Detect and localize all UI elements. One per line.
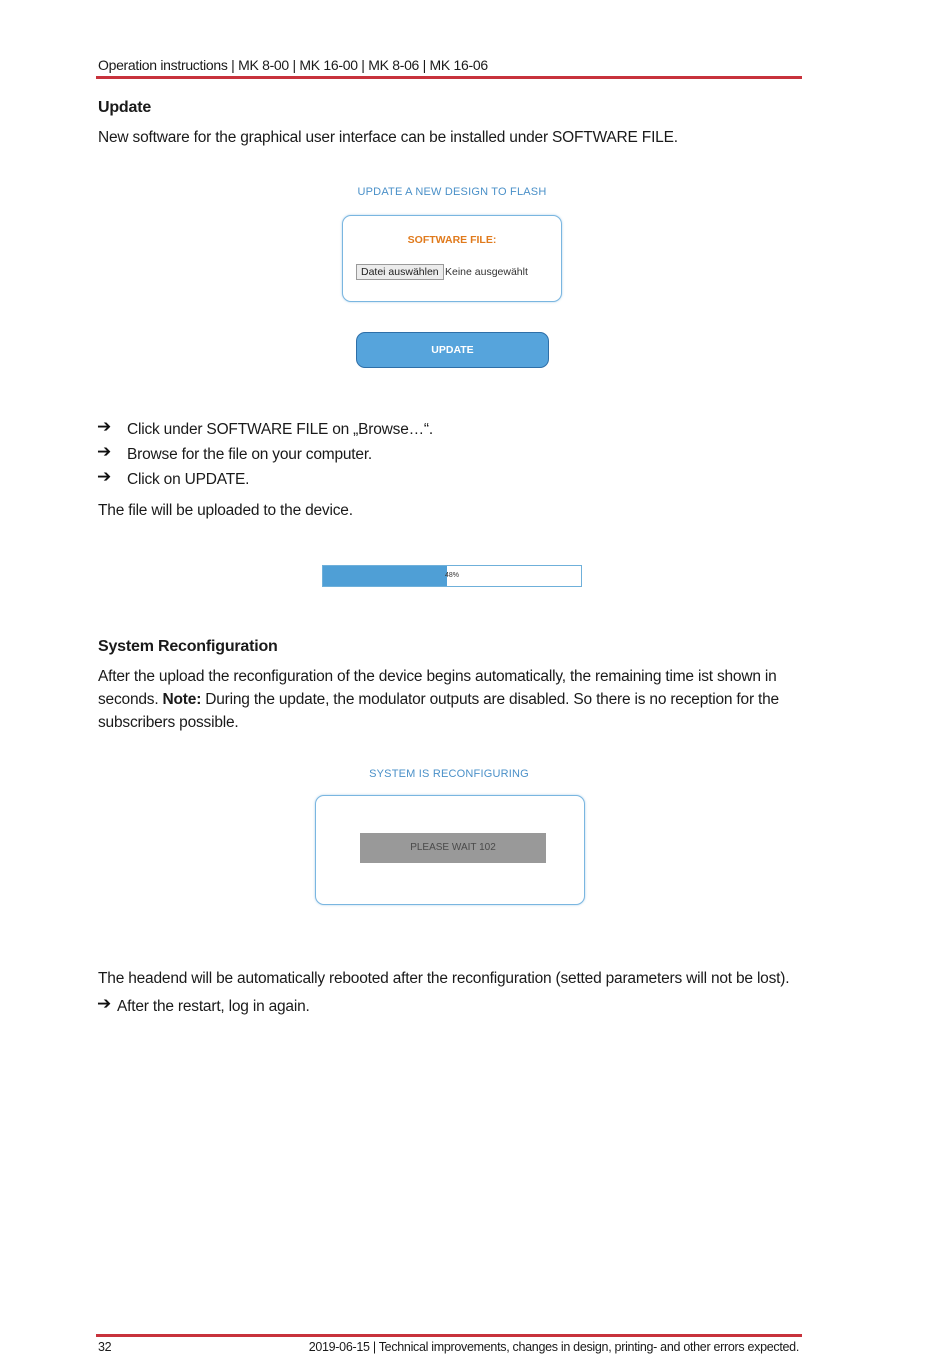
- reconfig-para-line3: subscribers possible.: [98, 714, 239, 731]
- reboot-note: The headend will be automatically rebooted after the reconfiguration (setted parameters will not be lost).: [98, 970, 790, 987]
- restart-note: After the restart, log in again.: [117, 998, 310, 1015]
- step-3: Click on UPDATE.: [127, 471, 250, 488]
- progress-label: 48%: [445, 572, 460, 579]
- reconfig-para-line2: [98, 688, 779, 711]
- reconfig-para-line1: After the upload the reconfiguration of the device begins automatically, the remaining time ist shown in: [98, 668, 777, 685]
- step-1: Click under SOFTWARE FILE on „Browse…“.: [127, 421, 433, 438]
- step-2: Browse for the file on your computer.: [127, 446, 373, 463]
- upload-note: The file will be uploaded to the device.: [98, 502, 353, 519]
- footer-rule: [96, 1334, 802, 1337]
- arrow-icon: ➔: [97, 442, 112, 461]
- update-panel-caption: UPDATE A NEW DESIGN TO FLASH: [357, 186, 547, 198]
- reconfig-heading: System Reconfiguration: [98, 638, 278, 655]
- reconfig-para-line2-end: During the update, the modulator outputs are disabled. So there is no reception for the: [201, 691, 779, 708]
- arrow-icon: ➔: [97, 467, 112, 486]
- update-heading: Update: [98, 99, 152, 116]
- note-label: Note:: [162, 691, 202, 708]
- reconfig-panel-caption: SYSTEM IS RECONFIGURING: [369, 768, 529, 780]
- arrow-icon: ➔: [97, 994, 112, 1013]
- choose-file-button[interactable]: Datei auswählen: [356, 264, 444, 280]
- header-rule: [96, 76, 802, 79]
- software-file-label: SOFTWARE FILE:: [407, 234, 497, 246]
- update-button[interactable]: UPDATE: [356, 332, 549, 368]
- update-panel: [342, 215, 562, 302]
- footer-disclaimer: 2019-06-15 | Technical improvements, changes in design, printing- and other errors expected.: [308, 1340, 799, 1354]
- no-file-text: Keine ausgewählt: [445, 266, 528, 278]
- progress-fill: [323, 566, 447, 586]
- page-number: 32: [98, 1340, 112, 1354]
- arrow-icon: ➔: [97, 417, 112, 436]
- update-intro: New software for the graphical user interface can be installed under SOFTWARE FILE.: [98, 129, 678, 146]
- reconfig-para-line2-start: seconds.: [98, 691, 163, 708]
- reconfig-panel: [315, 795, 585, 905]
- please-wait-bar: PLEASE WAIT 102: [360, 833, 546, 863]
- page-header: Operation instructions | MK 8-00 | MK 16-00 | MK 8-06 | MK 16-06: [98, 57, 488, 73]
- upload-progress-bar: [322, 565, 582, 587]
